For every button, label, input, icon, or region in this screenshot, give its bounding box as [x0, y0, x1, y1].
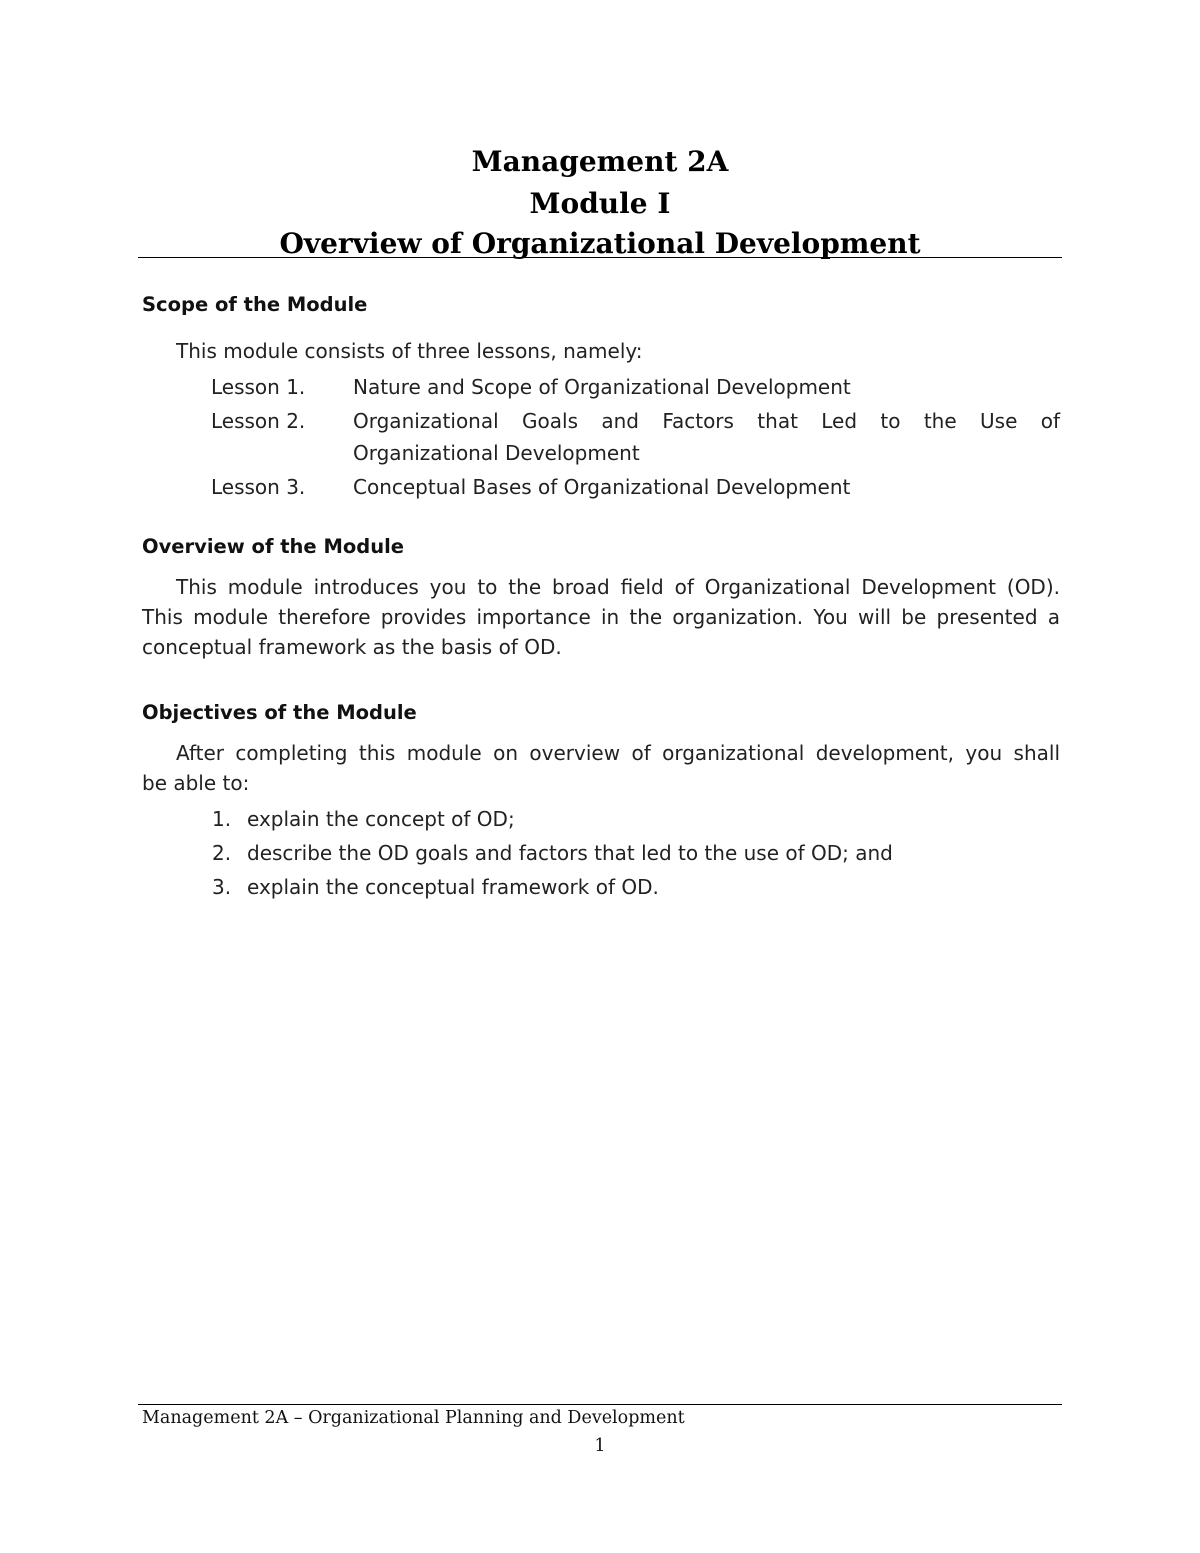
title-divider	[138, 257, 1062, 258]
lesson-title: Organizational Goals and Factors that Led to the Use of	[353, 409, 1060, 433]
scope-intro: This module consists of three lessons, namely:	[176, 339, 643, 363]
objective-number: 1.	[212, 807, 232, 831]
objective-text: describe the OD goals and factors that led to the use of OD; and	[247, 841, 893, 865]
module-subject-title: Overview of Organizational Development	[279, 227, 921, 260]
scope-section	[142, 293, 1060, 506]
lesson-item	[142, 404, 1060, 438]
lesson-title: Nature and Scope of Organizational Development	[353, 375, 851, 399]
lesson-item	[142, 370, 1060, 404]
objective-item	[142, 836, 1060, 870]
lesson-title: Conceptual Bases of Organizational Development	[353, 475, 851, 499]
objectives-heading: Objectives of the Module	[142, 701, 417, 724]
objective-item	[142, 802, 1060, 836]
overview-heading: Overview of the Module	[142, 535, 404, 558]
overview-paragraph-line: conceptual framework as the basis of OD.	[142, 635, 562, 659]
lesson-number: Lesson 1.	[211, 375, 306, 399]
footer-course-title: Management 2A – Organizational Planning and Development	[142, 1408, 685, 1428]
document-title-block	[138, 140, 1062, 264]
scope-heading: Scope of the Module	[142, 293, 368, 316]
course-title: Management 2A	[471, 145, 729, 178]
footer-divider	[138, 1404, 1062, 1405]
objectives-intro-line: After completing this module on overview of organizational development, you shall	[176, 741, 1060, 765]
objective-number: 3.	[212, 875, 232, 899]
page-number: 1	[594, 1436, 606, 1456]
lesson-number: Lesson 2.	[211, 409, 306, 433]
overview-paragraph-line: This module therefore provides importance in the organization. You will be presented a	[142, 605, 1060, 629]
lesson-item	[142, 468, 1060, 506]
lesson-title-continued: Organizational Development	[353, 441, 640, 465]
lesson-item-continuation	[142, 438, 1060, 468]
module-title: Module I	[529, 187, 671, 220]
objectives-section	[142, 701, 1060, 904]
objectives-intro-line: be able to:	[142, 771, 250, 795]
objective-number: 2.	[212, 841, 232, 865]
overview-section	[142, 535, 1060, 662]
overview-paragraph-line: This module introduces you to the broad field of Organizational Development (OD).	[176, 575, 1060, 599]
objective-text: explain the conceptual framework of OD.	[247, 875, 659, 899]
objective-text: explain the concept of OD;	[247, 807, 515, 831]
lesson-number: Lesson 3.	[211, 475, 306, 499]
objective-item	[142, 870, 1060, 904]
